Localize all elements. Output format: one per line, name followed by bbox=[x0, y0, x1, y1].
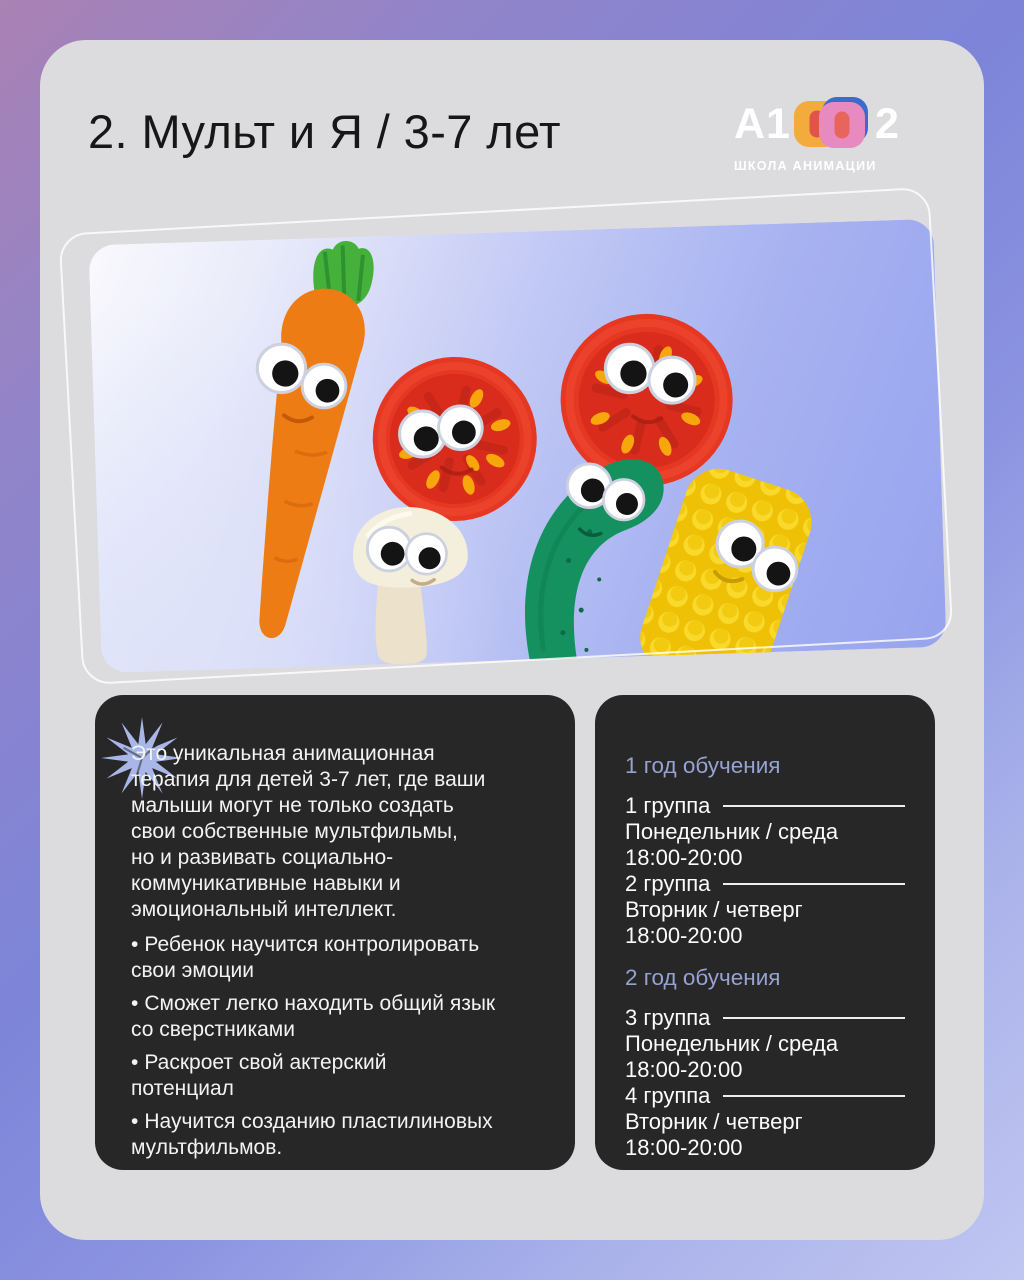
divider-line bbox=[723, 1017, 905, 1019]
bullet-marker: • bbox=[131, 1110, 139, 1133]
logo-subtitle: ШКОЛА АНИМАЦИИ bbox=[734, 159, 877, 173]
description-card bbox=[95, 695, 575, 1170]
schedule-group bbox=[625, 1005, 905, 1083]
logo-pill-icon bbox=[834, 112, 849, 139]
googly-eye-icon bbox=[257, 343, 307, 393]
plasticine-vegetables-illustration bbox=[88, 219, 946, 673]
group-label: 1 группа bbox=[625, 793, 711, 818]
logo-pink-squircle-icon bbox=[819, 102, 865, 148]
googly-eye-icon bbox=[438, 405, 483, 450]
bullet-text: Раскроет свой актерский потенциал bbox=[131, 1051, 387, 1100]
bullet-text: Ребенок научится контролировать свои эмоции bbox=[131, 933, 480, 982]
divider-line bbox=[723, 805, 905, 807]
group-label: 4 группа bbox=[625, 1083, 711, 1108]
group-label: 3 группа bbox=[625, 1005, 711, 1030]
schedule-group bbox=[625, 793, 905, 871]
group-time: 18:00-20:00 bbox=[625, 1057, 743, 1082]
schedule-section-title-year1: 1 год обучения bbox=[625, 753, 781, 778]
group-time: 18:00-20:00 bbox=[625, 923, 743, 948]
googly-eye-icon bbox=[603, 479, 645, 521]
group-time: 18:00-20:00 bbox=[625, 845, 743, 870]
tomato-slice-icon bbox=[370, 354, 539, 523]
googly-eye-icon bbox=[301, 364, 346, 409]
divider-line bbox=[723, 1095, 905, 1097]
mushroom-icon bbox=[352, 505, 472, 666]
logo-row bbox=[734, 96, 934, 152]
bullet-item bbox=[131, 991, 551, 1043]
group-label: 2 группа bbox=[625, 871, 711, 896]
googly-eye-icon bbox=[405, 533, 447, 575]
group-days: Понедельник / среда bbox=[625, 819, 839, 844]
googly-eye-icon bbox=[367, 527, 412, 572]
group-days: Вторник / четверг bbox=[625, 1109, 803, 1134]
schedule-group bbox=[625, 1083, 905, 1161]
schedule-section-title-year2: 2 год обучения bbox=[625, 965, 781, 990]
logo-rings-icon bbox=[794, 96, 872, 152]
bullet-marker: • bbox=[131, 992, 139, 1015]
logo-text-a1: А1 bbox=[734, 99, 791, 148]
googly-eye-icon bbox=[648, 356, 695, 403]
googly-eye-icon bbox=[752, 546, 797, 591]
main-card bbox=[40, 40, 984, 1240]
vegetables-photo bbox=[88, 219, 946, 673]
bullet-item bbox=[131, 932, 551, 984]
bullet-item bbox=[131, 1050, 551, 1102]
schedule-card bbox=[595, 695, 935, 1170]
schedule-group bbox=[625, 871, 905, 949]
group-days: Понедельник / среда bbox=[625, 1031, 839, 1056]
group-time: 18:00-20:00 bbox=[625, 1135, 743, 1160]
googly-eye-icon bbox=[605, 344, 655, 394]
bullet-text: Научится созданию пластилиновых мультфильмов. bbox=[131, 1110, 493, 1159]
school-logo bbox=[734, 96, 934, 173]
page-title: 2. Мульт и Я / 3-7 лет bbox=[88, 105, 561, 158]
logo-text-2: 2 bbox=[874, 99, 900, 148]
divider-line bbox=[723, 883, 905, 885]
bullet-marker: • bbox=[131, 933, 139, 956]
description-intro: Это уникальная анимационная терапия для детей 3-7 лет, где ваши малыши могут не только создать свои собственные мультфильмы, но и развивать социально- коммуникативные навыки и эмоциональный интеллект. bbox=[131, 742, 486, 921]
bullet-text: Сможет легко находить общий язык со сверстниками bbox=[131, 992, 496, 1041]
bullet-item bbox=[131, 1109, 551, 1161]
group-days: Вторник / четверг bbox=[625, 897, 803, 922]
bullet-marker: • bbox=[131, 1051, 139, 1074]
